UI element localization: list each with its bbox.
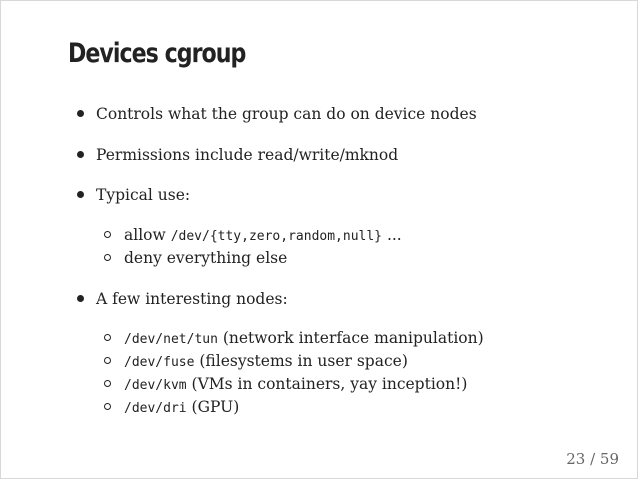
sub-bullet-item bbox=[124, 374, 467, 396]
page-number: 23 / 59 bbox=[566, 450, 619, 468]
device-path: /dev/dri bbox=[124, 401, 187, 416]
device-path: /dev/kvm bbox=[124, 378, 187, 393]
bullet-dot bbox=[77, 191, 84, 198]
bullet-dot bbox=[77, 295, 84, 302]
bullet-dot bbox=[77, 110, 84, 117]
node-description: (GPU) bbox=[186, 398, 240, 416]
sub-bullet-circle bbox=[104, 380, 111, 387]
sub-bullet-circle bbox=[104, 231, 111, 238]
bullet-item: Controls what the group can do on device nodes bbox=[96, 105, 477, 123]
bullet-item: Typical use: bbox=[96, 186, 191, 204]
node-description: (VMs in containers, yay inception!) bbox=[186, 375, 468, 393]
sub-bullet-item bbox=[124, 225, 402, 247]
sub-bullet-text: ... bbox=[382, 226, 402, 244]
node-description: (network interface manipulation) bbox=[217, 329, 484, 347]
sub-bullet-circle bbox=[104, 357, 111, 364]
sub-bullet-item bbox=[124, 328, 484, 350]
sub-bullet-circle bbox=[104, 403, 111, 410]
sub-bullet-item bbox=[124, 397, 239, 419]
sub-bullet-circle bbox=[104, 254, 111, 261]
bullet-item: A few interesting nodes: bbox=[96, 290, 288, 308]
node-description: (filesystems in user space) bbox=[194, 352, 408, 370]
sub-bullet-circle bbox=[104, 334, 111, 341]
device-path: /dev/fuse bbox=[124, 355, 195, 370]
sub-bullet-item bbox=[124, 351, 408, 373]
device-path: /dev/net/tun bbox=[124, 332, 218, 347]
slide-title: Devices cgroup bbox=[68, 38, 246, 69]
sub-bullet-item: deny everything else bbox=[124, 249, 288, 267]
bullet-item: Permissions include read/write/mknod bbox=[96, 146, 399, 164]
device-path: /dev/{tty,zero,random,null} bbox=[170, 229, 383, 244]
bullet-dot bbox=[77, 151, 84, 158]
sub-bullet-text: allow bbox=[124, 226, 171, 244]
